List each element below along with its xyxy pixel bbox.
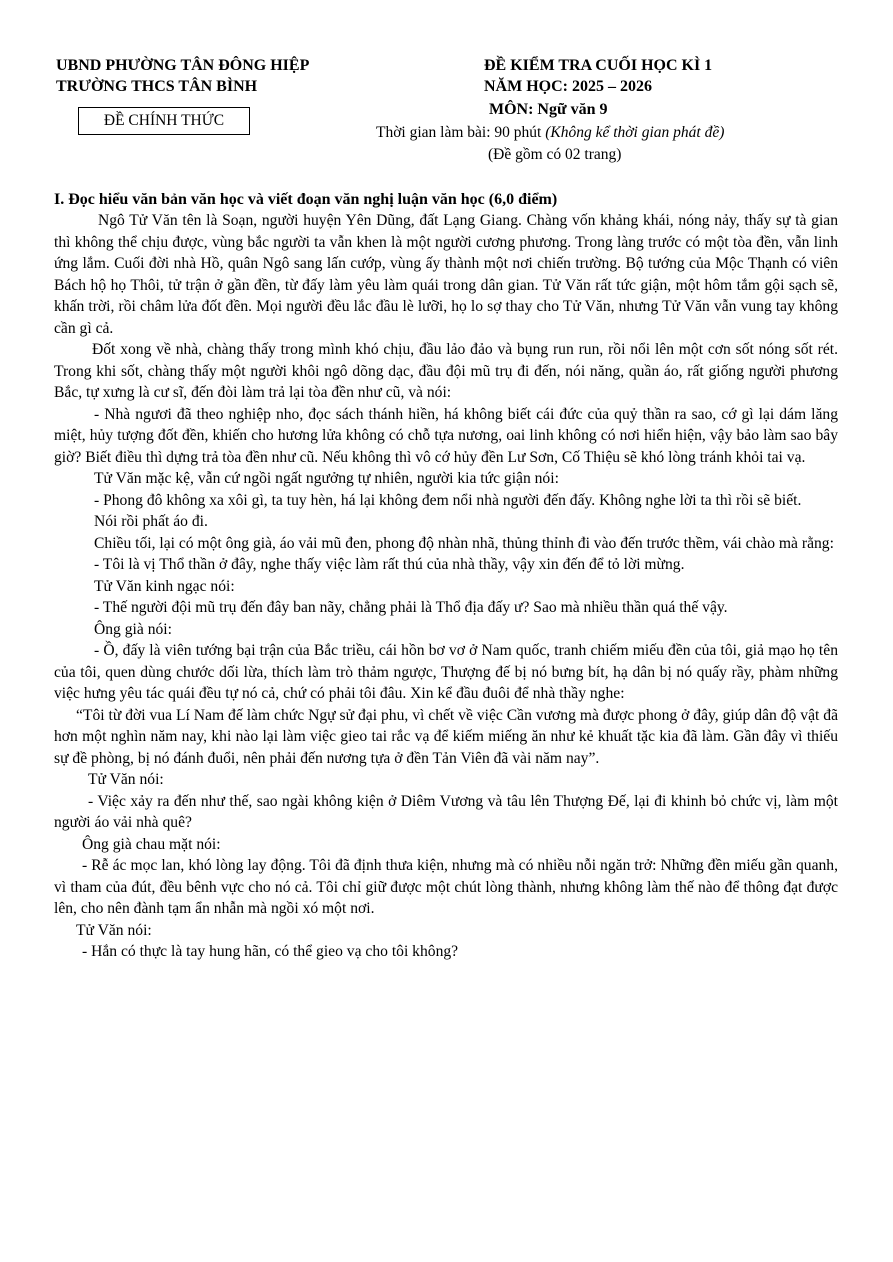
paragraph: - Rễ ác mọc lan, khó lòng lay động. Tôi đã định thưa kiện, nhưng mà có nhiều nỗi ngăn trở: Những đền miếu gần quanh, vì tham của đút, đều bênh vực cho nó cả. Tôi chỉ giữ được một chút lòng thành, nhưng không làm thế nào để thông đạt được lên, cho nên đành tạm ẩn nhẫn mà ngồi xó một nơi. (54, 857, 838, 917)
reading-passage (54, 210, 838, 963)
time-limit-line (376, 123, 724, 143)
paragraph: Đốt xong về nhà, chàng thấy trong mình khó chịu, đầu lảo đảo và bụng run run, rồi nổi lên một cơn sốt nóng sốt rét. Trong khi sốt, chàng thấy một người khôi ngô dõng dạc, đầu đội mũ trụ đi đến, nói năng, quần áo, rất giống người phương Bắc, tự xưng là cư sĩ, đến đòi làm trả lại tòa đền như cũ, và nói: (54, 341, 838, 401)
paragraph: - Tôi là vị Thổ thần ở đây, nghe thấy việc làm rất thú của nhà thầy, vậy xin đến để tỏ lời mừng. (94, 556, 685, 573)
paragraph: “Tôi từ đời vua Lí Nam đế làm chức Ngự sử đại phu, vì chết về việc Cần vương mà được phong ở đây, giúp dân độ vật đã hơn một nghìn năm nay, khi nào lại làm việc gieo tai rắc vạ để kiếm miếng ăn như kẻ khuất tặc kia đã làm. Gần đây vì thiếu sự đề phòng, bị nó đánh đuổi, nên phải đến nương tựa ở đền Tản Viên đã vài năm nay”. (54, 706, 838, 767)
paragraph: - Việc xảy ra đến như thế, sao ngài không kiện ở Diêm Vương và tâu lên Thượng Đế, lại đi khinh bỏ chức vị, làm một người áo vải nhà quê? (54, 792, 838, 831)
section-title: I. Đọc hiểu văn bản văn học và viết đoạn văn nghị luận văn học (6,0 điểm) (54, 191, 558, 208)
paragraph: - Nhà ngươi đã theo nghiệp nho, đọc sách thánh hiền, há không biết cái đức của quỷ thần ra sao, cớ gì lại dám lăng miệt, hủy tượng đốt đền, khiến cho hương lửa không có chỗ tựa nương, oai linh không có nơi hiển hiện, vậy bảo làm sao bây giờ? Biết điều thì dựng trả tòa đền như cũ. Nếu không thì vô cớ hủy đền Lư Sơn, Cố Thiệu sẽ khó lòng tránh khỏi tai vạ. (54, 405, 838, 466)
time-limit: Thời gian làm bài: 90 phút (376, 124, 546, 141)
paragraph: - Ồ, đấy là viên tướng bại trận của Bắc triều, cái hồn bơ vơ ở Nam quốc, tranh chiếm miếu đền của tôi, giả mạo họ tên của tôi, quen dùng chước dối lừa, thích làm trò thảm ngược, Thượng đế bị nó bưng bít, hạ dân bị nó quấy rầy, phàm những việc hưng yêu tác quái đều tự nó cả, chứ có phải tôi đâu. Xin kể đầu đuôi để nhà thầy nghe: (54, 642, 838, 702)
paragraph: - Thế người đội mũ trụ đến đây ban nãy, chẳng phải là Thổ địa đấy ư? Sao mà nhiều thần quá thế vậy. (94, 599, 728, 616)
paragraph: Tử Văn kinh ngạc nói: (94, 577, 235, 595)
official-label: ĐỀ CHÍNH THỨC (78, 107, 250, 135)
school-year: NĂM HỌC: 2025 – 2026 (484, 78, 652, 95)
paragraph: Chiều tối, lại có một ông già, áo vải mũ đen, phong độ nhàn nhã, thủng thỉnh đi vào đến trước thềm, vái chào mà rằng: (94, 534, 834, 552)
paragraph: Nói rồi phất áo đi. (94, 513, 208, 530)
paragraph: Tử Văn nói: (88, 771, 164, 788)
school-name: TRƯỜNG THCS TÂN BÌNH (56, 78, 258, 95)
paragraph: Tử Văn nói: (76, 921, 152, 939)
page-count: (Đề gồm có 02 trang) (488, 146, 622, 163)
paragraph: - Phong đô không xa xôi gì, ta tuy hèn, há lại không đem nổi nhà người đến đấy. Không nghe lời ta thì rồi sẽ biết. (94, 491, 802, 509)
paragraph: Ông già nói: (94, 620, 172, 638)
subject: MÔN: Ngữ văn 9 (489, 101, 608, 118)
org-name: UBND PHƯỜNG TÂN ĐÔNG HIỆP (56, 57, 310, 74)
paragraph: Ngô Tử Văn tên là Soạn, người huyện Yên Dũng, đất Lạng Giang. Chàng vốn khảng khái, nóng nảy, thấy sự tà gian thì không thể chịu được, vùng bắc người ta vẫn khen là một người cương phương. Trong làng trước có một tòa đền, vẫn linh ứng lắm. Cuối đời nhà Hồ, quân Ngô sang lấn cướp, vùng ấy thành một nơi chiến trường. Bộ tướng của Mộc Thạnh có viên Bách hộ họ Thôi, tử trận ở gần đền, từ đấy làm yêu làm quái trong dân gian. Tử Văn rất tức giận, một hôm tắm gội sạch sẽ, khấn trời, rồi châm lửa đốt đền. Mọi người đều lắc đầu lè lưỡi, họ lo sợ thay cho Tử Văn, nhưng Tử Văn vẫn vung tay không cần gì cả. (54, 212, 838, 337)
paragraph: Tử Văn mặc kệ, vẫn cứ ngồi ngất ngưởng tự nhiên, người kia tức giận nói: (94, 470, 559, 487)
time-note: (Không kể thời gian phát đề) (545, 124, 725, 141)
exam-title: ĐỀ KIỂM TRA CUỐI HỌC KÌ 1 (484, 57, 713, 74)
paragraph: Ông già chau mặt nói: (82, 835, 221, 853)
paragraph: - Hắn có thực là tay hung hãn, có thể gieo vạ cho tôi không? (82, 943, 459, 960)
